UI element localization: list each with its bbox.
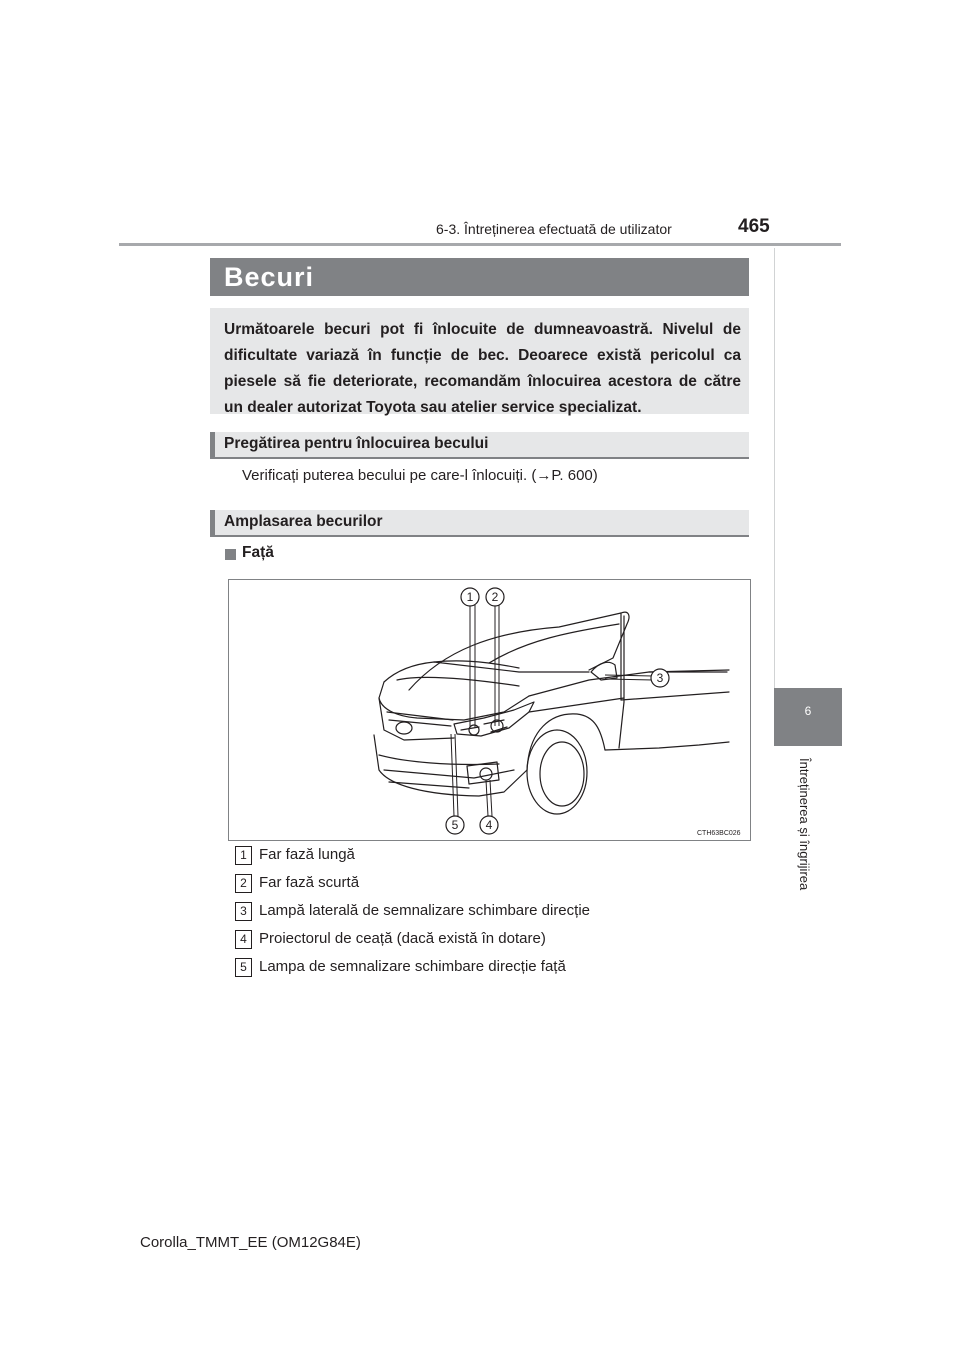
- section-heading-location: Amplasarea becurilor: [224, 513, 383, 530]
- callout-1: 1: [466, 590, 474, 604]
- chapter-tab[interactable]: [774, 688, 842, 746]
- section-marker: [210, 510, 215, 535]
- section-header-prep: [210, 432, 749, 459]
- figure-code: CTH63BC026: [697, 830, 741, 837]
- chapter-number: 6: [804, 704, 812, 718]
- section-heading-prep: Pregătirea pentru înlocuirea becului: [224, 435, 489, 452]
- footer-doc-id: Corolla_TMMT_EE (OM12G84E): [140, 1234, 361, 1251]
- callout-2: 2: [491, 590, 499, 604]
- header-rule: [119, 243, 841, 246]
- chapter-label: Întreținerea și îngrijirea: [797, 758, 812, 891]
- callout-5: 5: [451, 818, 459, 832]
- title-bar: [210, 258, 749, 296]
- intro-box: [210, 308, 749, 414]
- legend-number-1: 1: [235, 846, 252, 865]
- car-front-illustration: [229, 580, 750, 840]
- car-front-figure: [228, 579, 751, 841]
- legend-text-5: Lampa de semnalizare schimbare direcție față: [259, 958, 566, 975]
- prep-text: Verificați puterea becului pe care-l înlocuiți. (→P. 600): [242, 467, 598, 484]
- legend-number-4: 4: [235, 930, 252, 949]
- page-title: Becuri: [224, 262, 315, 292]
- callout-4: 4: [485, 818, 493, 832]
- legend-text-4: Proiectorul de ceață (dacă există în dotare): [259, 930, 546, 947]
- square-bullet-icon: [225, 549, 236, 560]
- callout-3: 3: [656, 671, 664, 685]
- section-marker: [210, 432, 215, 457]
- legend-text-3: Lampă laterală de semnalizare schimbare direcție: [259, 902, 590, 919]
- intro-text: Următoarele becuri pot fi înlocuite de dumneavoastră. Nivelul de dificultate variază în funcție de bec. Deoarece există pericolul ca piesele să fie deteriorate, recomandăm înlocuirea acestora de către un dealer autorizat Toyota sau atelier service specializat.: [224, 321, 741, 416]
- section-title: 6-3. Întreținerea efectuată de utilizator: [436, 221, 672, 237]
- legend-text-1: Far fază lungă: [259, 846, 355, 863]
- subheading-front: Față: [242, 544, 274, 561]
- legend-number-3: 3: [235, 902, 252, 921]
- page-number: 465: [738, 216, 770, 237]
- legend-number-5: 5: [235, 958, 252, 977]
- legend-text-2: Far fază scurtă: [259, 874, 360, 891]
- section-header-location: [210, 510, 749, 537]
- side-divider: [774, 248, 775, 688]
- legend-number-2: 2: [235, 874, 252, 893]
